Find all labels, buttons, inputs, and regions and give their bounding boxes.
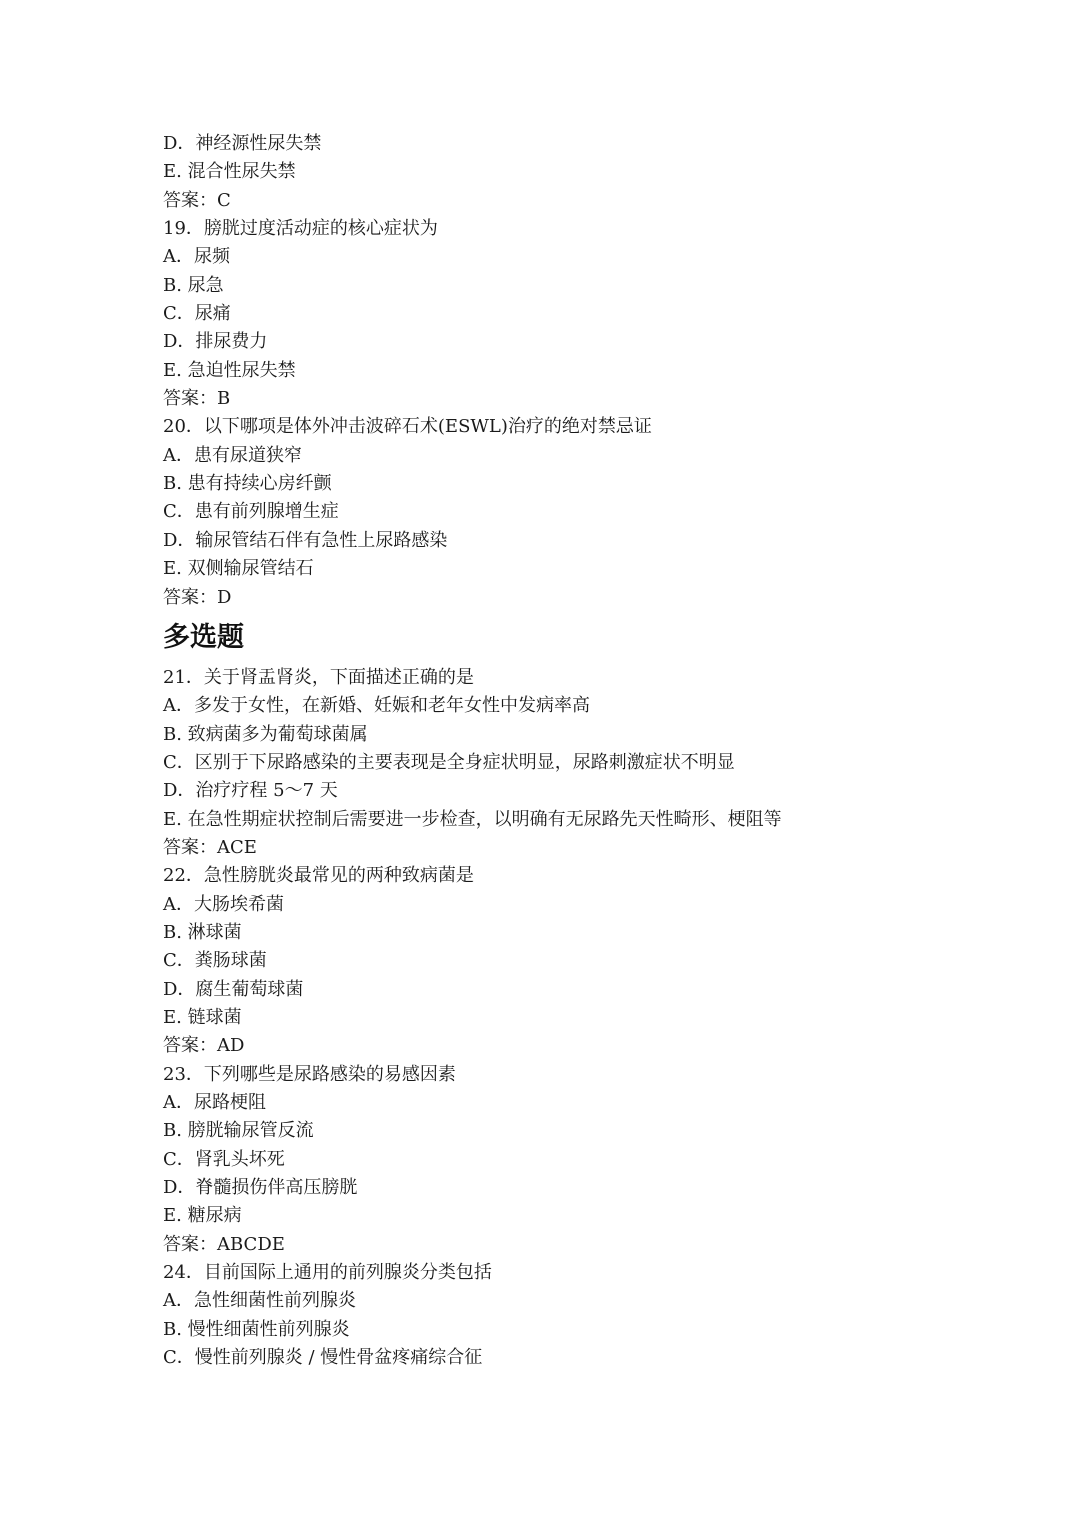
answer: 答案：B [163,388,231,410]
option-c: C．慢性前列腺炎 / 慢性骨盆疼痛综合征 [163,1347,483,1369]
question-19 [163,215,923,413]
question-stem: 24．目前国际上通用的前列腺炎分类包括 [163,1262,492,1284]
section-title: 多选题 [163,621,244,653]
option-d: D．排尿费力 [163,331,268,353]
question-21 [163,664,923,862]
question-24 [163,1259,923,1372]
option-a: A．大肠埃希菌 [163,893,284,915]
option-b: B. 慢性细菌性前列腺炎 [163,1318,350,1340]
option-d: D．腐生葡萄球菌 [163,978,304,1000]
option-b: B. 膀胱输尿管反流 [163,1120,314,1142]
option-d: D．神经源性尿失禁 [163,133,322,154]
option-b: B. 患有持续心房纤颤 [163,473,332,495]
option-e: E. 在急性期症状控制后需要进一步检查，以明确有无尿路先天性畸形、梗阻等 [163,808,782,830]
option-d: D．输尿管结石伴有急性上尿路感染 [163,529,448,551]
option-a: A．尿路梗阻 [163,1092,266,1113]
question-stem: 20．以下哪项是体外冲击波碎石术(ESWL)治疗的绝对禁忌证 [163,416,652,438]
option-e: E. 混合性尿失禁 [163,161,296,183]
question-23 [163,1061,923,1259]
option-c: C．尿痛 [163,303,231,325]
option-b: B. 尿急 [163,274,224,296]
answer: 答案：ACE [163,836,257,858]
option-b: B. 致病菌多为葡萄球菌属 [163,723,368,745]
page-content [163,130,923,1372]
question-22 [163,862,923,1060]
option-e: E. 急迫性尿失禁 [163,359,296,381]
option-b: B. 淋球菌 [163,921,242,943]
option-c: C．区别于下尿路感染的主要表现是全身症状明显，尿路刺激症状不明显 [163,751,735,773]
option-e: E. 双侧输尿管结石 [163,558,314,580]
answer: 答案：C [163,189,231,211]
question-stem: 19．膀胱过度活动症的核心症状为 [163,218,438,240]
question-stem: 22．急性膀胱炎最常见的两种致病菌是 [163,865,474,887]
option-a: A．急性细菌性前列腺炎 [163,1290,356,1312]
question-stem: 23．下列哪些是尿路感染的易感因素 [163,1063,456,1085]
option-c: C．粪肠球菌 [163,950,267,972]
question-18-tail [163,130,923,215]
answer: 答案：AD [163,1035,245,1057]
option-a: A．多发于女性，在新婚、妊娠和老年女性中发病率高 [163,695,590,717]
option-e: E. 链球菌 [163,1006,242,1028]
question-stem: 21．关于肾盂肾炎，下面描述正确的是 [163,666,474,688]
option-a: A．患有尿道狭窄 [163,444,302,466]
option-d: D．脊髓损伤伴高压膀胱 [163,1177,358,1199]
answer: 答案：ABCDE [163,1233,285,1255]
option-e: E. 糖尿病 [163,1205,242,1227]
option-d: D．治疗疗程 5～7 天 [163,780,338,802]
answer: 答案：D [163,586,232,608]
question-20 [163,413,923,611]
option-c: C．患有前列腺增生症 [163,501,339,523]
option-a: A．尿频 [163,246,230,268]
option-c: C．肾乳头坏死 [163,1148,285,1170]
